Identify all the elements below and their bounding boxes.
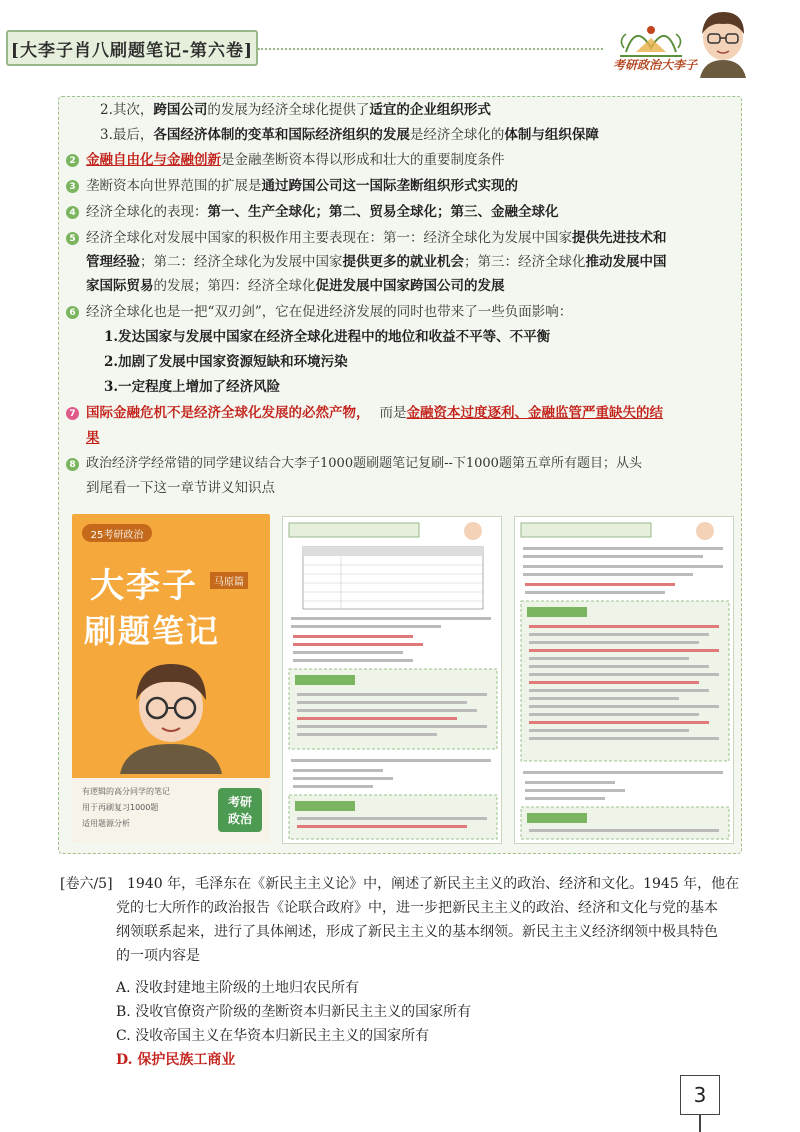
note-positive-effects-1: 经济全球化对发展中国家的积极作用主要表现在：第一：经济全球化为发展中国家提供先进技术和 (86, 230, 667, 246)
cover-title-line2: 刷题笔记 (84, 612, 221, 650)
book-cover-image (72, 514, 270, 842)
note-study-advice-1: 政治经济学经常错的同学建议结合大李子1000题刷题笔记复刷--下1000题第五章所有题目；从头 (86, 456, 642, 471)
note-negative-2: 2.加剧了发展中国家资源短缺和环境污染 (104, 354, 348, 370)
bullet-4: 4 (66, 206, 79, 219)
bullet-2: 2 (66, 154, 79, 167)
question-line-3: 纲领联系起来，进行了具体阐述，形成了新民主主义的基本纲领。新民主主义经济纲领中极具特色 (116, 924, 718, 940)
option-d-answer: D. 保护民族工商业 (116, 1052, 236, 1068)
bullet-5: 5 (66, 232, 79, 245)
cover-footer-1: 有逻辑的高分同学的笔记 (82, 787, 170, 796)
page-number-stem (699, 1115, 701, 1132)
note-financial-liberalization: 金融自由化与金融创新是金融垄断资本得以形成和壮大的重要制度条件 (86, 152, 505, 168)
sample-page-thumbnail-left (282, 516, 502, 844)
bullet-3: 3 (66, 180, 79, 193)
question-line-2: 党的七大所作的政治报告《论联合政府》中，进一步把新民主主义的政治、经济和文化与党的基本 (116, 900, 718, 916)
note-positive-effects-3: 家国际贸易的发展；第四：经济全球化促进发展中国家跨国公司的发展 (86, 278, 505, 294)
cover-character-illustration (112, 654, 230, 774)
cover-footer-3: 适用题源分析 (82, 819, 130, 828)
note-financial-crisis: 国际金融危机不是经济全球化发展的必然产物， 而是金融资本过度逐利、金融监管严重缺失的结 (86, 405, 663, 421)
bullet-8: 8 (66, 458, 79, 471)
sample-page-thumbnail-right (514, 516, 734, 844)
page-number: 3 (680, 1075, 720, 1115)
cover-subtitle: 马原篇 (210, 572, 248, 589)
cover-badge: 考研 政治 (218, 788, 262, 832)
note-negative-3: 3.一定程度上增加了经济风险 (104, 379, 281, 395)
note-positive-effects-2: 管理经验；第二：经济全球化为发展中国家提供更多的就业机会；第三：经济全球化推动发展中国 (86, 254, 667, 270)
note-study-advice-2: 到尾看一下这一章节讲义知识点 (86, 480, 275, 496)
note-negative-1: 1.发达国家与发展中国家在经济全球化进程中的地位和收益不平等、不平衡 (104, 329, 551, 345)
option-b: B. 没收官僚资产阶级的垄断资本归新民主主义的国家所有 (116, 1004, 472, 1020)
option-a: A. 没收封建地主阶级的土地归农民所有 (116, 980, 360, 996)
note-globalization-forms: 经济全球化的表现：第一、生产全球化；第二、贸易全球化；第三、金融全球化 (86, 204, 559, 220)
cover-tag: 25考研政治 (82, 524, 152, 542)
note-financial-crisis-2: 果 (86, 430, 100, 446)
header-title-banner (6, 30, 258, 66)
note-double-edged: 经济全球化也是一把“双刃剑”，它在促进经济发展的同时也带来了一些负面影响： (86, 304, 573, 320)
cover-footer-2: 用于再刷复习1000题 (82, 803, 159, 812)
note-line-multinational: 2.其次，跨国公司的发展为经济全球化提供了适宜的企业组织形式 (100, 102, 491, 118)
cover-title-line1: 大李子 (90, 566, 198, 606)
bullet-6: 6 (66, 306, 79, 319)
brand-name: 考研政治大李子 (612, 58, 697, 72)
bullet-7: 7 (66, 407, 79, 420)
question-line-4: 的一项内容是 (116, 948, 200, 964)
avatar (696, 8, 750, 78)
question-line-1: [卷六/5] 1940 年，毛泽东在《新民主主义论》中，阐述了新民主主义的政治、经济和文化。1945 年，他在 (60, 876, 740, 892)
option-c: C. 没收帝国主义在华资本归新民主主义的国家所有 (116, 1028, 430, 1044)
header-divider (258, 48, 603, 50)
note-monopoly-expansion: 垄断资本向世界范围的扩展是通过跨国公司这一国际垄断组织形式实现的 (86, 178, 518, 194)
header-title: [大李子肖八刷题笔记-第六卷] (10, 40, 254, 61)
note-line-institutional: 3.最后，各国经济体制的变革和国际经济组织的发展是经济全球化的体制与组织保障 (100, 127, 599, 143)
question-label: [卷六/5] (60, 876, 113, 892)
